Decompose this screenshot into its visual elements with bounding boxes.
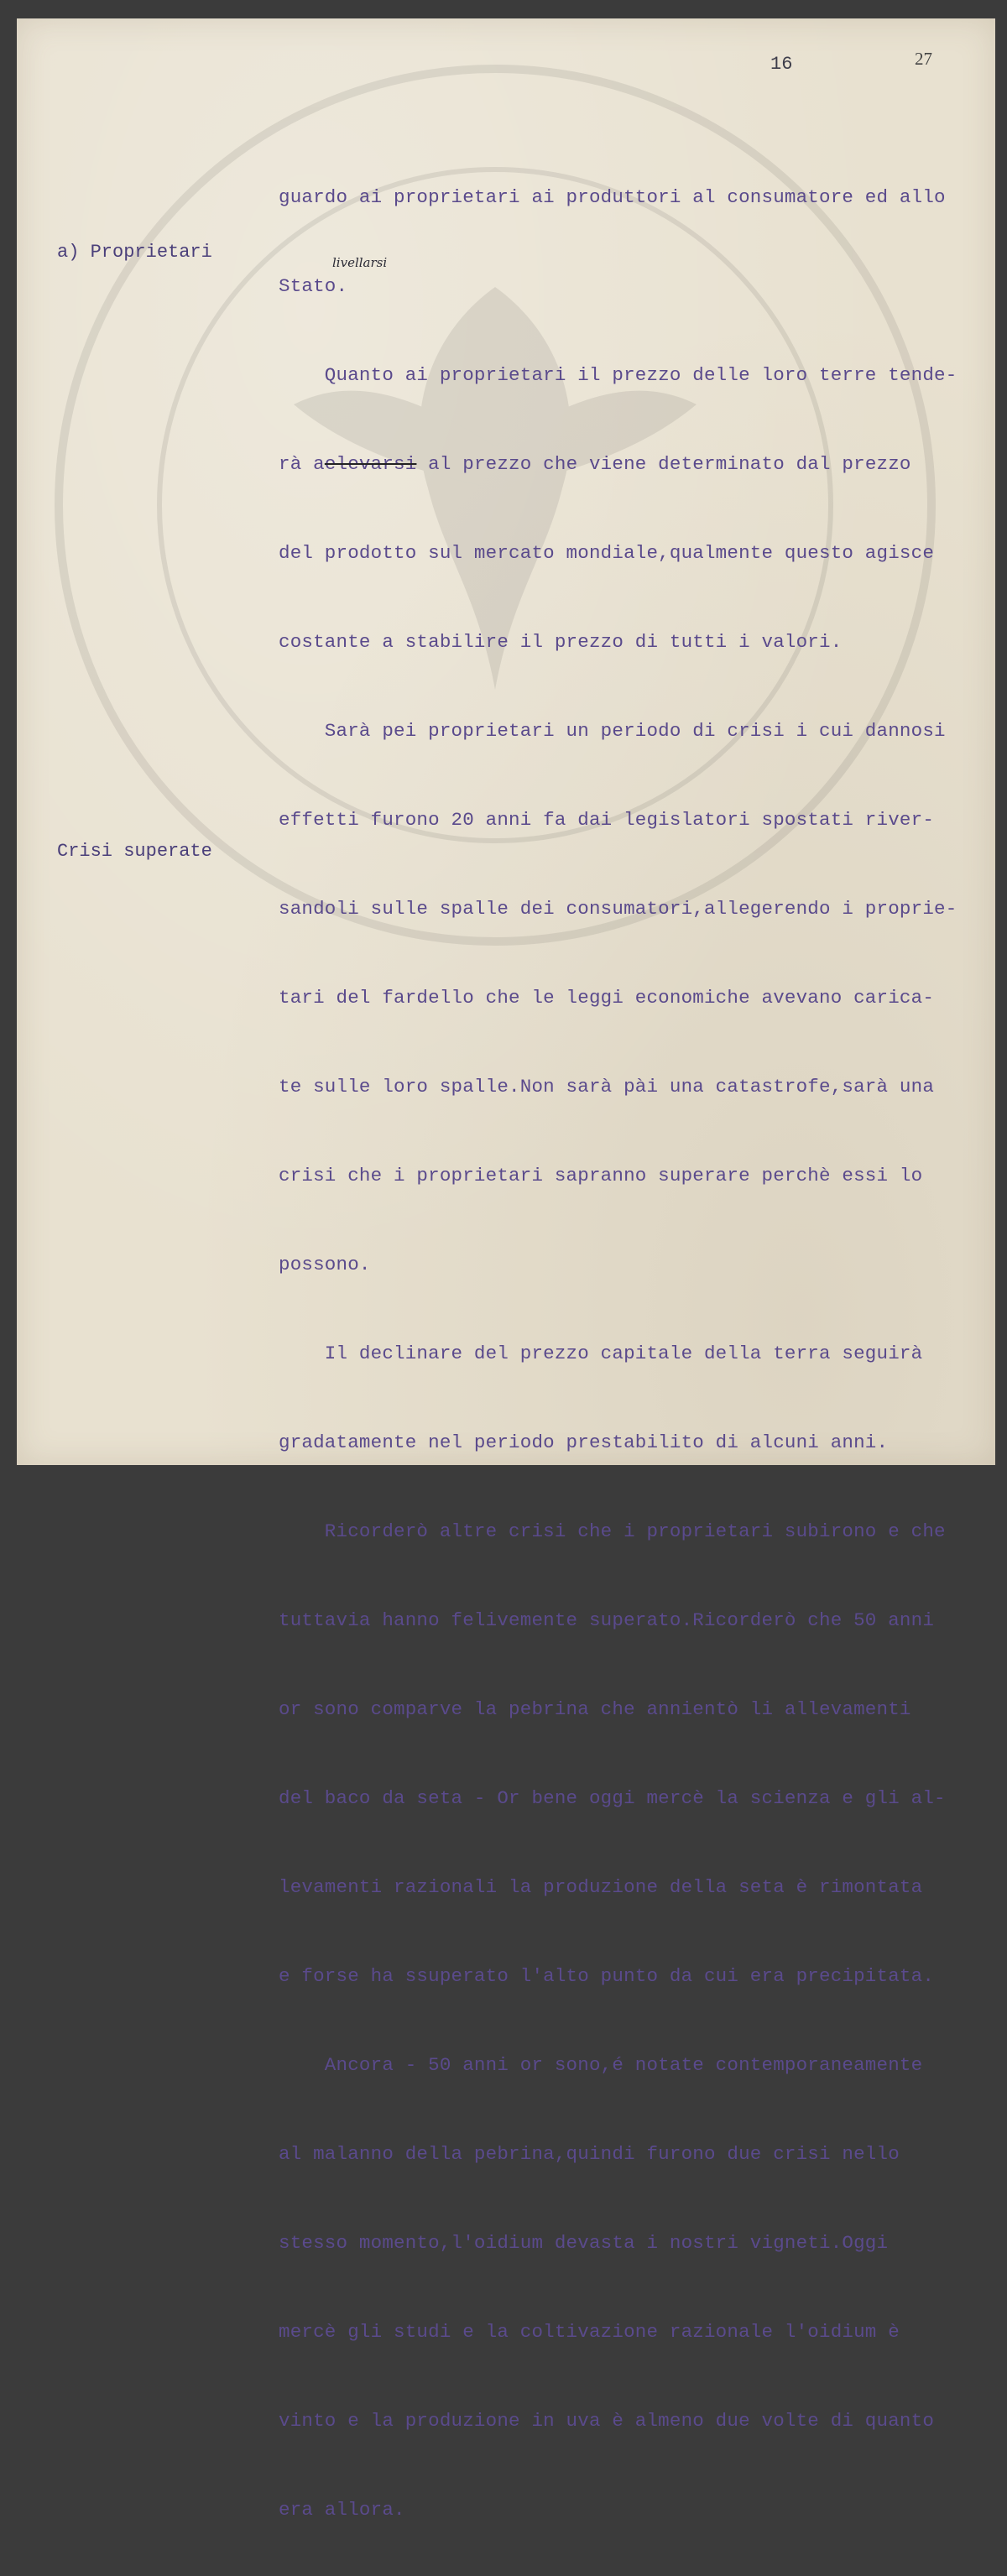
text-line: crisi che i proprietari sapranno superare perchè essi lo bbox=[279, 1165, 923, 1186]
text-line: del prodotto sul mercato mondiale,qualmente questo agisce bbox=[279, 542, 935, 564]
text-line: guardo ai proprietari ai produttori al consumatore ed allo bbox=[279, 186, 946, 208]
text-line: or sono comparve la pebrina che annientò li allevamenti bbox=[279, 1698, 911, 1720]
margin-note-crisi-superate: Crisi superate bbox=[57, 841, 212, 862]
text-line-rest: al prezzo che viene determinato dal prezzo bbox=[416, 453, 911, 475]
text-line: Ancora - 50 anni or sono,é notate contemporaneamente bbox=[279, 2054, 923, 2076]
text-line: Ricorderò altre crisi che i proprietari subirono e che bbox=[279, 1520, 946, 1542]
text-line: tuttavia hanno felivemente superato.Ricorderò che 50 anni bbox=[279, 1609, 935, 1631]
text-line-with-correction bbox=[279, 441, 992, 487]
text-line: al malanno della pebrina,quindi furono due crisi nello bbox=[279, 2143, 900, 2165]
text-line-start: rà a bbox=[279, 453, 325, 475]
text-line: sandoli sulle spalle dei consumatori,allegerendo i proprie- bbox=[279, 898, 957, 920]
text-line: Il declinare del prezzo capitale della terra seguirà bbox=[279, 1343, 923, 1364]
text-line: costante a stabilire il prezzo di tutti i valori. bbox=[279, 631, 843, 653]
text-line: mercè gli studi e la coltivazione razionale l'oidium è bbox=[279, 2321, 900, 2343]
text-line: vinto e la produzione in uva è almeno due volte di quanto bbox=[279, 2410, 935, 2432]
text-line: gradatamente nel periodo prestabilito di alcuni anni. bbox=[279, 1431, 889, 1453]
text-line: possono. bbox=[279, 1254, 371, 1275]
text-line: e forse ha ssuperato l'alto punto da cui era precipitata. bbox=[279, 1965, 935, 1987]
text-line: effetti furono 20 anni fa dai legislatori spostati river- bbox=[279, 809, 935, 831]
text-line: te sulle loro spalle.Non sarà pài una catastrofe,sarà una bbox=[279, 1076, 935, 1098]
handwritten-correction: livellarsi bbox=[332, 255, 388, 270]
archive-number: 27 bbox=[915, 49, 932, 69]
text-line: levamenti razionali la produzione della seta è rimontata bbox=[279, 1876, 923, 1898]
text-line: Quanto ai proprietari il prezzo delle loro terre tende- bbox=[279, 364, 957, 386]
typed-body-text bbox=[279, 131, 992, 2576]
text-line: Stato. bbox=[279, 275, 348, 297]
text-line: tari del fardello che le leggi economiche avevano carica- bbox=[279, 987, 935, 1009]
text-line: del baco da seta - Or bene oggi mercè la scienza e gli al- bbox=[279, 1787, 946, 1809]
text-line: stesso momento,l'oidium devasta i nostri vigneti.Oggi bbox=[279, 2232, 889, 2254]
margin-note-proprietari: a) Proprietari bbox=[57, 242, 212, 263]
struck-word: elevarsi bbox=[324, 453, 417, 475]
text-line: era allora. bbox=[279, 2499, 405, 2521]
document-page bbox=[17, 18, 995, 2521]
text-line: Sarà pei proprietari un periodo di crisi i cui dannosi bbox=[279, 720, 946, 742]
page-number: 16 bbox=[770, 54, 793, 75]
